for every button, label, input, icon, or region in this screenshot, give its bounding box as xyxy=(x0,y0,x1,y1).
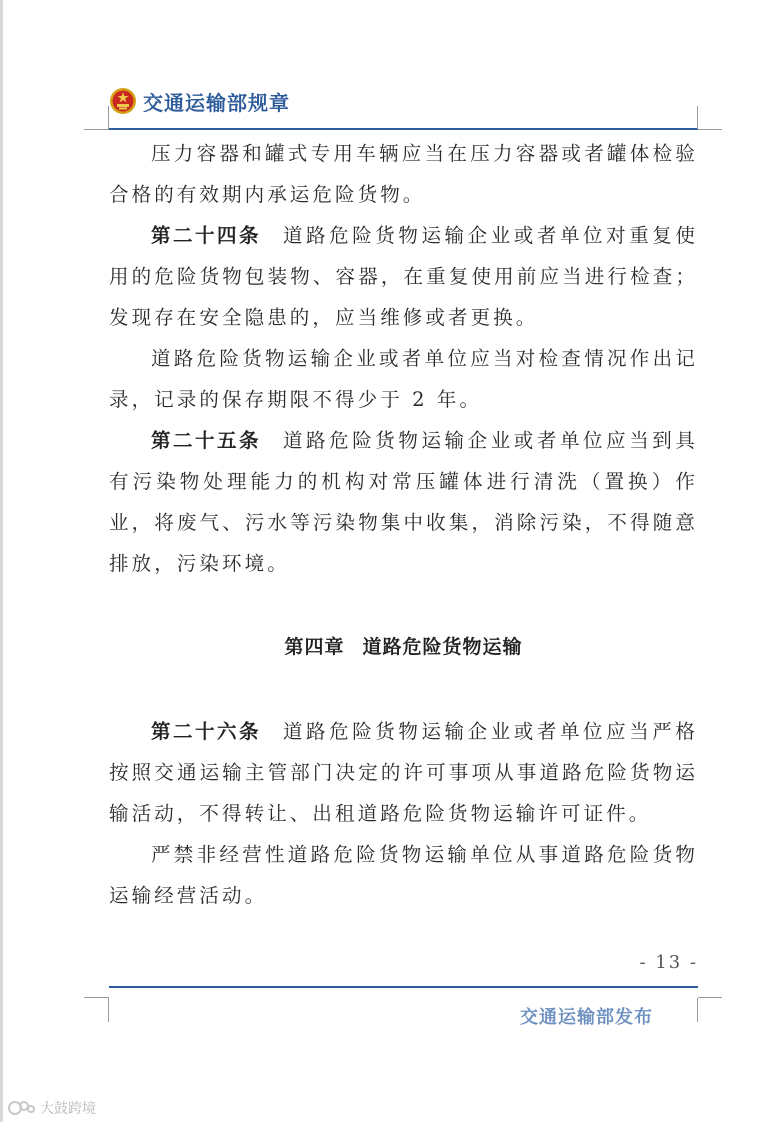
document-body xyxy=(109,133,698,916)
article-number: 第二十四条 xyxy=(151,224,261,247)
watermark-logo-icon xyxy=(8,1099,36,1117)
chapter-heading xyxy=(109,627,698,668)
national-emblem-icon xyxy=(109,87,137,115)
paragraph xyxy=(109,133,698,215)
article-paragraph xyxy=(109,420,698,584)
header-rule xyxy=(109,128,698,130)
crop-mark-bottom-left-vertical xyxy=(108,998,109,1022)
crop-mark-bottom-left xyxy=(84,997,109,998)
crop-mark-top-right-vertical xyxy=(697,106,698,129)
footer-publisher: 交通运输部发布 xyxy=(520,1007,653,1028)
paragraph-text: 严禁非经营性道路危险货物运输单位从事道路危险货物运输经营活动。 xyxy=(109,843,698,907)
crop-mark-top-left xyxy=(84,129,109,130)
paragraph xyxy=(109,338,698,420)
crop-mark-bottom-right-vertical xyxy=(697,998,698,1022)
paragraph-text: 压力容器和罐式专用车辆应当在压力容器或者罐体检验合格的有效期内承运危险货物。 xyxy=(109,142,698,206)
watermark xyxy=(8,1098,96,1118)
chapter-title: 道路危险货物运输 xyxy=(362,636,523,658)
paragraph-text: 道路危险货物运输企业或者单位应当严格按照交通运输主管部门决定的许可事项从事道路危险货物运输活动，不得转让、出租道路危险货物运输许可证件。 xyxy=(109,720,698,825)
watermark-text: 大鼓跨境 xyxy=(40,1101,96,1117)
page-number: - 13 - xyxy=(639,952,698,973)
chapter-number: 第四章 xyxy=(284,636,345,658)
paragraph-text: 道路危险货物运输企业或者单位对重复使用的危险货物包装物、容器，在重复使用前应当进行检查；发现存在安全隐患的，应当维修或者更换。 xyxy=(109,224,698,329)
article-number: 第二十五条 xyxy=(151,429,261,452)
article-number: 第二十六条 xyxy=(151,720,261,743)
article-paragraph xyxy=(109,215,698,338)
paragraph-text: 道路危险货物运输企业或者单位应当到具有污染物处理能力的机构对常压罐体进行清洗（置换）作业，将废气、污水等污染物集中收集，消除污染，不得随意排放，污染环境。 xyxy=(109,429,698,575)
crop-mark-top-right xyxy=(698,129,722,130)
crop-mark-bottom-right xyxy=(698,997,722,998)
paragraph-text: 道路危险货物运输企业或者单位应当对检查情况作出记录，记录的保存期限不得少于 2 年。 xyxy=(109,347,698,411)
header-title: 交通运输部规章 xyxy=(143,90,290,115)
article-paragraph xyxy=(109,711,698,834)
page-left-edge xyxy=(0,0,3,1122)
crop-mark-top-left-vertical xyxy=(108,106,109,129)
paragraph xyxy=(109,834,698,916)
page-header xyxy=(109,84,290,118)
footer-rule xyxy=(109,986,698,988)
